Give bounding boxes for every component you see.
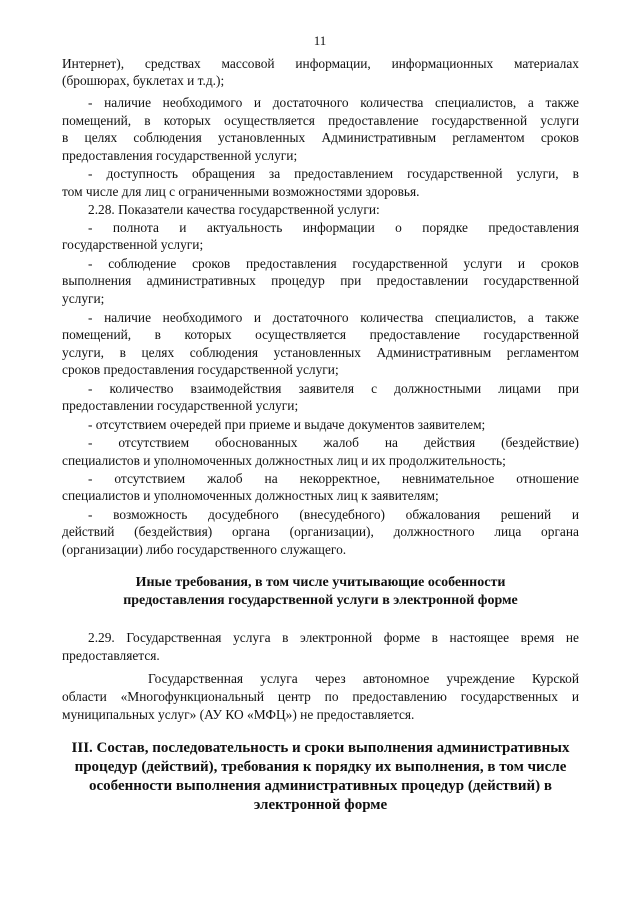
text-line: помещений, в которых осуществляется предоставление государственной: [62, 327, 579, 342]
chapter-heading: электронной форме: [253, 797, 388, 813]
text-line: - количество взаимодействия заявителя с должностными лицами при: [88, 381, 579, 396]
text-line: - отсутствием обоснованных жалоб на действия (бездействие): [88, 435, 579, 450]
text-line: государственной услуги;: [62, 237, 204, 252]
text-line: - полнота и актуальность информации о порядке предоставления: [88, 220, 579, 235]
text-line: услуги;: [62, 291, 105, 306]
text-line: - доступность обращения за предоставлением государственной услуги, в: [88, 166, 579, 181]
section-heading: предоставления государственной услуги в электронной форме: [123, 593, 518, 608]
text-line: - отсутствием жалоб на некорректное, невнимательное отношение: [88, 471, 579, 486]
text-line: Интернет), средствах массовой информации, информационных материалах: [62, 56, 579, 71]
text-line: сроков предоставления государственной услуги;: [62, 362, 339, 377]
chapter-heading: особенности выполнения административных процедур (действий) в: [89, 778, 552, 794]
paragraph-mfc: Государственная услуга через автономное учреждение Курской: [148, 671, 579, 686]
chapter-heading: процедур (действий), требования к порядку их выполнения, в том числе: [74, 759, 567, 775]
text-line: - отсутствием очередей при приеме и выдаче документов заявителем;: [88, 417, 486, 432]
section-heading: Иные требования, в том числе учитывающие особенности: [135, 575, 506, 590]
paragraph-2-29: 2.29. Государственная услуга в электронной форме в настоящее время не: [88, 630, 579, 645]
page-number: 11: [313, 33, 327, 48]
paragraph-2-29: предоставляется.: [62, 648, 160, 663]
text-line: услуги, в целях соблюдения установленных Административным регламентом: [62, 345, 579, 360]
text-line: том числе для лиц с ограниченными возможностями здоровья.: [62, 184, 420, 199]
text-line: - наличие необходимого и достаточного количества специалистов, а также: [88, 310, 579, 325]
text-line: - наличие необходимого и достаточного количества специалистов, а также: [88, 95, 579, 110]
text-line: (брошюрах, буклетах и т.д.);: [62, 73, 225, 88]
text-line: специалистов и уполномоченных должностных лиц к заявителям;: [62, 488, 439, 503]
paragraph-mfc: муниципальных услуг» (АУ КО «МФЦ») не предоставляется.: [62, 707, 415, 722]
text-line: помещений, в которых осуществляется предоставление государственной услуги: [62, 113, 579, 128]
paragraph-mfc: области «Многофункциональный центр по предоставлению государственных и: [62, 689, 579, 704]
text-line: - возможность досудебного (внесудебного) обжалования решений и: [88, 507, 579, 522]
text-line: выполнения административных процедур при предоставлении государственной: [62, 273, 579, 288]
text-line: предоставлении государственной услуги;: [62, 398, 299, 413]
text-line: действий (бездействия) органа (организации), должностного лица органа: [62, 524, 579, 539]
text-line: предоставления государственной услуги;: [62, 148, 298, 163]
text-line: специалистов и уполномоченных должностных лиц и их продолжительность;: [62, 453, 506, 468]
text-line: (организации) либо государственного служащего.: [62, 542, 347, 557]
text-line: в целях соблюдения установленных Административным регламентом сроков: [62, 130, 579, 145]
text-line: - соблюдение сроков предоставления государственной услуги и сроков: [88, 256, 579, 271]
text-line: 2.28. Показатели качества государственной услуги:: [88, 202, 380, 217]
chapter-heading: III. Состав, последовательность и сроки выполнения административных: [71, 740, 570, 756]
